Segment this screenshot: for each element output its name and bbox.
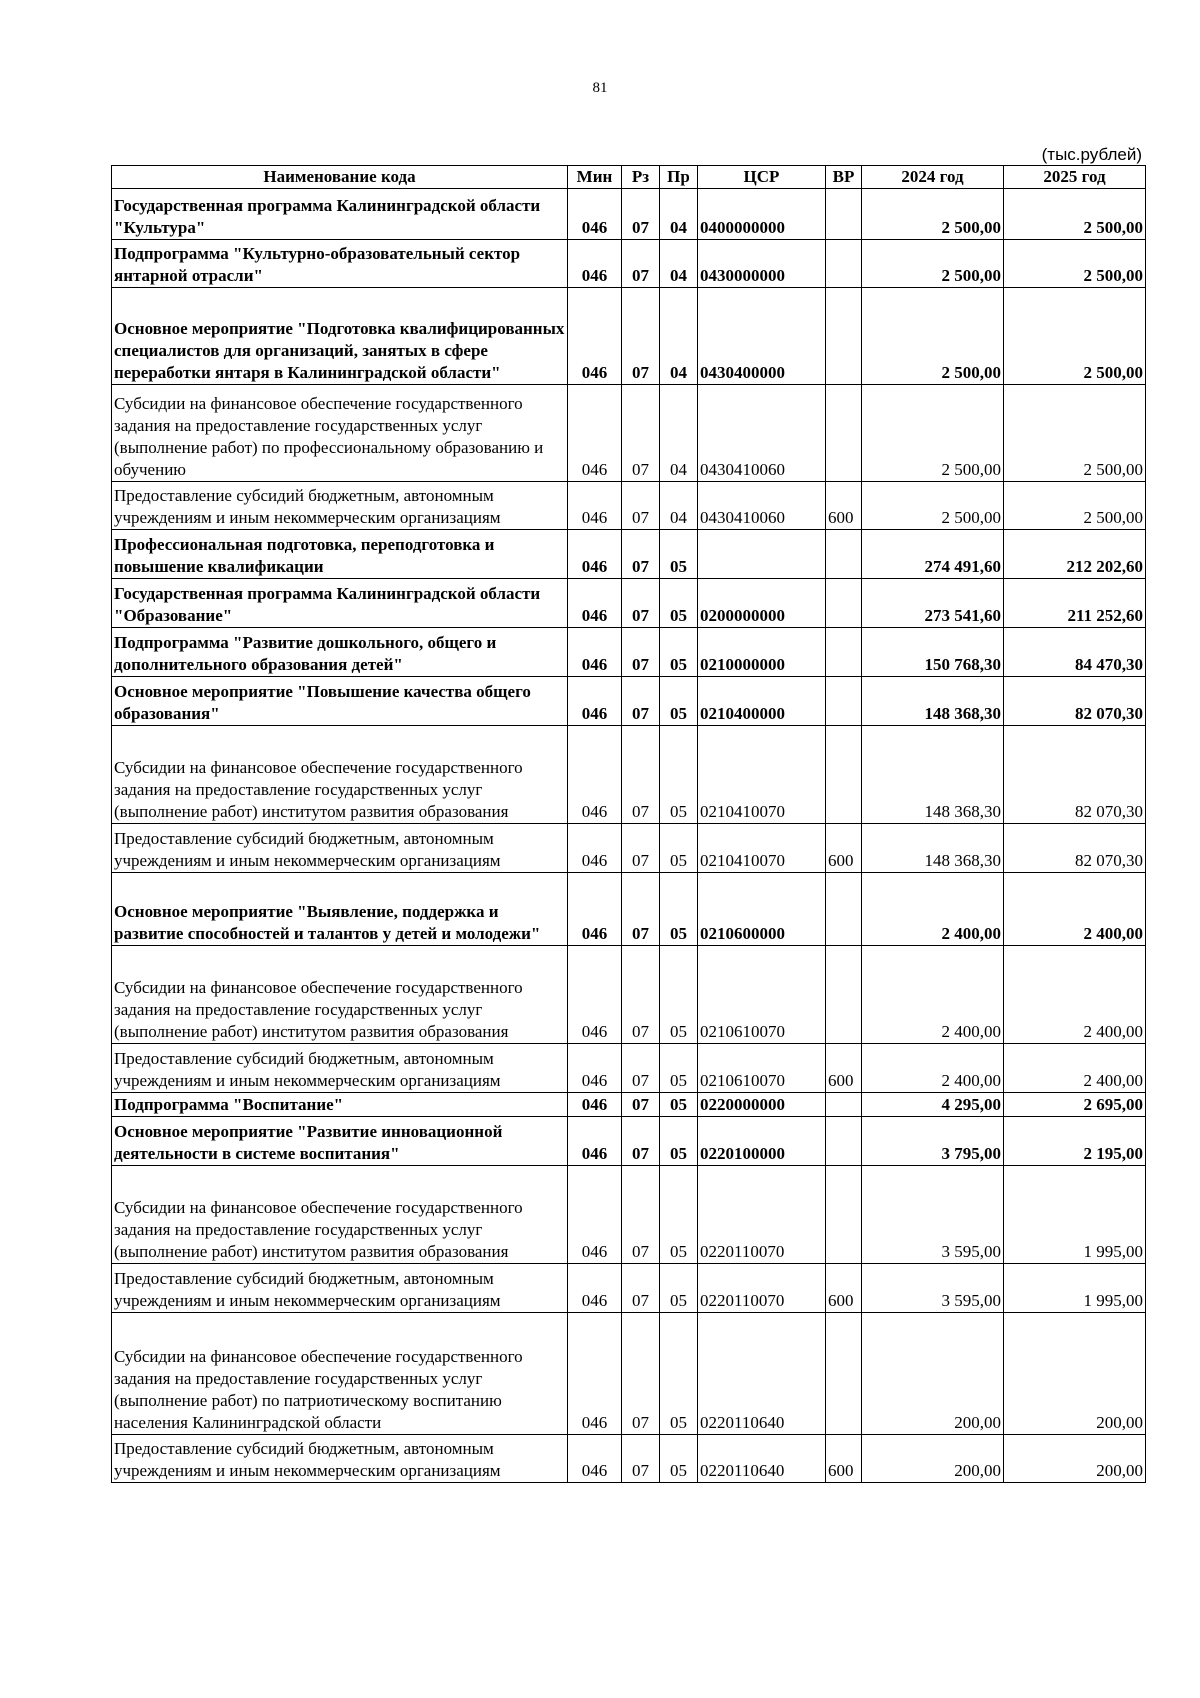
row-2025: 1 995,00 <box>1004 1264 1146 1313</box>
row-vr <box>826 189 862 240</box>
header-name: Наименование кода <box>112 166 568 189</box>
row-vr <box>826 1093 862 1117</box>
table-header-row <box>112 166 1146 189</box>
row-rz: 07 <box>622 482 660 530</box>
row-2024: 200,00 <box>862 1435 1004 1483</box>
table-row <box>112 726 1146 824</box>
row-name: Основное мероприятие "Повышение качества общего образования" <box>112 677 568 726</box>
row-2025: 2 195,00 <box>1004 1117 1146 1166</box>
table-row <box>112 1166 1146 1264</box>
row-min: 046 <box>568 288 622 385</box>
row-rz: 07 <box>622 946 660 1044</box>
row-csr: 0210610070 <box>698 946 826 1044</box>
row-2024: 2 400,00 <box>862 946 1004 1044</box>
row-2024: 2 500,00 <box>862 189 1004 240</box>
row-2024: 2 400,00 <box>862 1044 1004 1093</box>
row-rz: 07 <box>622 189 660 240</box>
row-csr: 0210410070 <box>698 726 826 824</box>
row-min: 046 <box>568 1166 622 1264</box>
row-rz: 07 <box>622 1166 660 1264</box>
table-row <box>112 1093 1146 1117</box>
row-name: Основное мероприятие "Подготовка квалифицированных специалистов для организаций, занятых в сфере переработки янтаря в Калининградской области" <box>112 288 568 385</box>
row-vr <box>826 1117 862 1166</box>
row-min: 046 <box>568 946 622 1044</box>
row-pr: 05 <box>660 1313 698 1435</box>
header-2024: 2024 год <box>862 166 1004 189</box>
row-2024: 2 500,00 <box>862 385 1004 482</box>
row-vr <box>826 726 862 824</box>
row-vr <box>826 579 862 628</box>
row-name: Подпрограмма "Развитие дошкольного, общего и дополнительного образования детей" <box>112 628 568 677</box>
row-2024: 2 500,00 <box>862 482 1004 530</box>
row-rz: 07 <box>622 1093 660 1117</box>
row-csr: 0400000000 <box>698 189 826 240</box>
row-min: 046 <box>568 873 622 946</box>
row-rz: 07 <box>622 726 660 824</box>
row-rz: 07 <box>622 288 660 385</box>
row-rz: 07 <box>622 1117 660 1166</box>
row-2025: 2 500,00 <box>1004 385 1146 482</box>
row-vr: 600 <box>826 824 862 873</box>
row-2025: 82 070,30 <box>1004 824 1146 873</box>
row-csr: 0430410060 <box>698 385 826 482</box>
table-row <box>112 677 1146 726</box>
row-pr: 04 <box>660 288 698 385</box>
table-row <box>112 189 1146 240</box>
table-row <box>112 1264 1146 1313</box>
row-name: Государственная программа Калининградской области "Образование" <box>112 579 568 628</box>
row-2024: 3 595,00 <box>862 1264 1004 1313</box>
row-vr <box>826 1166 862 1264</box>
table-row <box>112 1117 1146 1166</box>
row-2025: 2 400,00 <box>1004 946 1146 1044</box>
row-min: 046 <box>568 1313 622 1435</box>
row-vr <box>826 1313 862 1435</box>
row-csr: 0430410060 <box>698 482 826 530</box>
row-name: Предоставление субсидий бюджетным, автономным учреждениям и иным некоммерческим организациям <box>112 1435 568 1483</box>
row-rz: 07 <box>622 1313 660 1435</box>
table-row <box>112 1435 1146 1483</box>
row-csr: 0220110070 <box>698 1166 826 1264</box>
row-vr: 600 <box>826 1264 862 1313</box>
row-2025: 2 500,00 <box>1004 189 1146 240</box>
row-name: Субсидии на финансовое обеспечение государственного задания на предоставление государственных услуг (выполнение работ) по патриотическому воспитанию населения Калининградской области <box>112 1313 568 1435</box>
row-pr: 05 <box>660 628 698 677</box>
row-pr: 05 <box>660 1117 698 1166</box>
row-name: Субсидии на финансовое обеспечение государственного задания на предоставление государственных услуг (выполнение работ) по профессиональному образованию и обучению <box>112 385 568 482</box>
row-pr: 04 <box>660 189 698 240</box>
row-pr: 05 <box>660 1264 698 1313</box>
table-row <box>112 1313 1146 1435</box>
row-pr: 04 <box>660 385 698 482</box>
row-pr: 05 <box>660 530 698 579</box>
page-number: 81 <box>592 80 608 96</box>
row-pr: 05 <box>660 1435 698 1483</box>
units-label: (тыс.рублей) <box>1041 145 1142 164</box>
header-pr: Пр <box>660 166 698 189</box>
header-vr: ВР <box>826 166 862 189</box>
row-vr <box>826 677 862 726</box>
row-2025: 2 500,00 <box>1004 240 1146 288</box>
row-rz: 07 <box>622 628 660 677</box>
row-min: 046 <box>568 482 622 530</box>
row-name: Основное мероприятие "Развитие инновационной деятельности в системе воспитания" <box>112 1117 568 1166</box>
row-2024: 200,00 <box>862 1313 1004 1435</box>
row-2025: 84 470,30 <box>1004 628 1146 677</box>
row-pr: 05 <box>660 1093 698 1117</box>
row-name: Подпрограмма "Культурно-образовательный сектор янтарной отрасли" <box>112 240 568 288</box>
row-vr <box>826 385 862 482</box>
row-2024: 4 295,00 <box>862 1093 1004 1117</box>
row-pr: 05 <box>660 726 698 824</box>
row-name: Государственная программа Калининградской области "Культура" <box>112 189 568 240</box>
row-rz: 07 <box>622 240 660 288</box>
row-pr: 05 <box>660 824 698 873</box>
row-min: 046 <box>568 726 622 824</box>
row-rz: 07 <box>622 1044 660 1093</box>
row-pr: 05 <box>660 1166 698 1264</box>
row-2024: 2 500,00 <box>862 288 1004 385</box>
row-min: 046 <box>568 1435 622 1483</box>
row-pr: 04 <box>660 482 698 530</box>
table-row <box>112 385 1146 482</box>
row-2024: 148 368,30 <box>862 677 1004 726</box>
row-rz: 07 <box>622 530 660 579</box>
table-row <box>112 824 1146 873</box>
row-rz: 07 <box>622 579 660 628</box>
row-2024: 150 768,30 <box>862 628 1004 677</box>
row-vr: 600 <box>826 1435 862 1483</box>
row-csr: 0220000000 <box>698 1093 826 1117</box>
row-name: Субсидии на финансовое обеспечение государственного задания на предоставление государственных услуг (выполнение работ) институтом развития образования <box>112 726 568 824</box>
row-min: 046 <box>568 1093 622 1117</box>
row-2025: 82 070,30 <box>1004 726 1146 824</box>
row-name: Предоставление субсидий бюджетным, автономным учреждениям и иным некоммерческим организациям <box>112 1264 568 1313</box>
row-rz: 07 <box>622 677 660 726</box>
row-2024: 148 368,30 <box>862 824 1004 873</box>
row-vr <box>826 288 862 385</box>
row-csr: 0210410070 <box>698 824 826 873</box>
row-2024: 2 500,00 <box>862 240 1004 288</box>
table-row <box>112 579 1146 628</box>
row-2025: 200,00 <box>1004 1313 1146 1435</box>
row-2025: 211 252,60 <box>1004 579 1146 628</box>
row-csr: 0430000000 <box>698 240 826 288</box>
row-2025: 2 500,00 <box>1004 482 1146 530</box>
row-name: Предоставление субсидий бюджетным, автономным учреждениям и иным некоммерческим организациям <box>112 1044 568 1093</box>
row-name: Подпрограмма "Воспитание" <box>112 1093 568 1117</box>
row-2025: 1 995,00 <box>1004 1166 1146 1264</box>
row-csr: 0200000000 <box>698 579 826 628</box>
row-2025: 82 070,30 <box>1004 677 1146 726</box>
row-min: 046 <box>568 530 622 579</box>
row-2024: 274 491,60 <box>862 530 1004 579</box>
row-2024: 148 368,30 <box>862 726 1004 824</box>
row-min: 046 <box>568 1117 622 1166</box>
row-csr: 0220100000 <box>698 1117 826 1166</box>
row-pr: 05 <box>660 579 698 628</box>
header-min: Мин <box>568 166 622 189</box>
row-2024: 2 400,00 <box>862 873 1004 946</box>
row-2025: 2 400,00 <box>1004 1044 1146 1093</box>
table-row <box>112 873 1146 946</box>
row-rz: 07 <box>622 873 660 946</box>
row-name: Профессиональная подготовка, переподготовка и повышение квалификации <box>112 530 568 579</box>
row-rz: 07 <box>622 1264 660 1313</box>
row-2024: 3 795,00 <box>862 1117 1004 1166</box>
row-pr: 05 <box>660 1044 698 1093</box>
row-csr: 0210610070 <box>698 1044 826 1093</box>
row-min: 046 <box>568 240 622 288</box>
row-min: 046 <box>568 677 622 726</box>
row-pr: 04 <box>660 240 698 288</box>
row-rz: 07 <box>622 385 660 482</box>
row-name: Субсидии на финансовое обеспечение государственного задания на предоставление государственных услуг (выполнение работ) институтом развития образования <box>112 946 568 1044</box>
row-name: Субсидии на финансовое обеспечение государственного задания на предоставление государственных услуг (выполнение работ) институтом развития образования <box>112 1166 568 1264</box>
row-2025: 212 202,60 <box>1004 530 1146 579</box>
row-name: Предоставление субсидий бюджетным, автономным учреждениям и иным некоммерческим организациям <box>112 824 568 873</box>
table-row <box>112 628 1146 677</box>
row-rz: 07 <box>622 824 660 873</box>
row-csr: 0210400000 <box>698 677 826 726</box>
row-pr: 05 <box>660 946 698 1044</box>
row-vr <box>826 946 862 1044</box>
row-2024: 3 595,00 <box>862 1166 1004 1264</box>
row-min: 046 <box>568 824 622 873</box>
row-min: 046 <box>568 189 622 240</box>
budget-table <box>111 165 1146 1483</box>
row-csr: 0220110070 <box>698 1264 826 1313</box>
table-row <box>112 1044 1146 1093</box>
row-2025: 200,00 <box>1004 1435 1146 1483</box>
row-min: 046 <box>568 385 622 482</box>
row-csr <box>698 530 826 579</box>
row-csr: 0210000000 <box>698 628 826 677</box>
header-csr: ЦСР <box>698 166 826 189</box>
row-2025: 2 500,00 <box>1004 288 1146 385</box>
row-min: 046 <box>568 628 622 677</box>
table-row <box>112 482 1146 530</box>
row-vr: 600 <box>826 1044 862 1093</box>
row-2025: 2 400,00 <box>1004 873 1146 946</box>
row-2024: 273 541,60 <box>862 579 1004 628</box>
header-rz: Рз <box>622 166 660 189</box>
row-csr: 0220110640 <box>698 1435 826 1483</box>
table-row <box>112 240 1146 288</box>
row-min: 046 <box>568 579 622 628</box>
row-pr: 05 <box>660 677 698 726</box>
row-2025: 2 695,00 <box>1004 1093 1146 1117</box>
header-2025: 2025 год <box>1004 166 1146 189</box>
row-vr <box>826 240 862 288</box>
table-row <box>112 530 1146 579</box>
row-pr: 05 <box>660 873 698 946</box>
row-csr: 0210600000 <box>698 873 826 946</box>
row-name: Предоставление субсидий бюджетным, автономным учреждениям и иным некоммерческим организациям <box>112 482 568 530</box>
row-min: 046 <box>568 1264 622 1313</box>
row-min: 046 <box>568 1044 622 1093</box>
table-row <box>112 288 1146 385</box>
table-row <box>112 946 1146 1044</box>
row-vr <box>826 628 862 677</box>
row-name: Основное мероприятие "Выявление, поддержка и развитие способностей и талантов у детей и молодежи" <box>112 873 568 946</box>
row-vr <box>826 530 862 579</box>
row-rz: 07 <box>622 1435 660 1483</box>
row-vr <box>826 873 862 946</box>
row-csr: 0430400000 <box>698 288 826 385</box>
row-csr: 0220110640 <box>698 1313 826 1435</box>
row-vr: 600 <box>826 482 862 530</box>
